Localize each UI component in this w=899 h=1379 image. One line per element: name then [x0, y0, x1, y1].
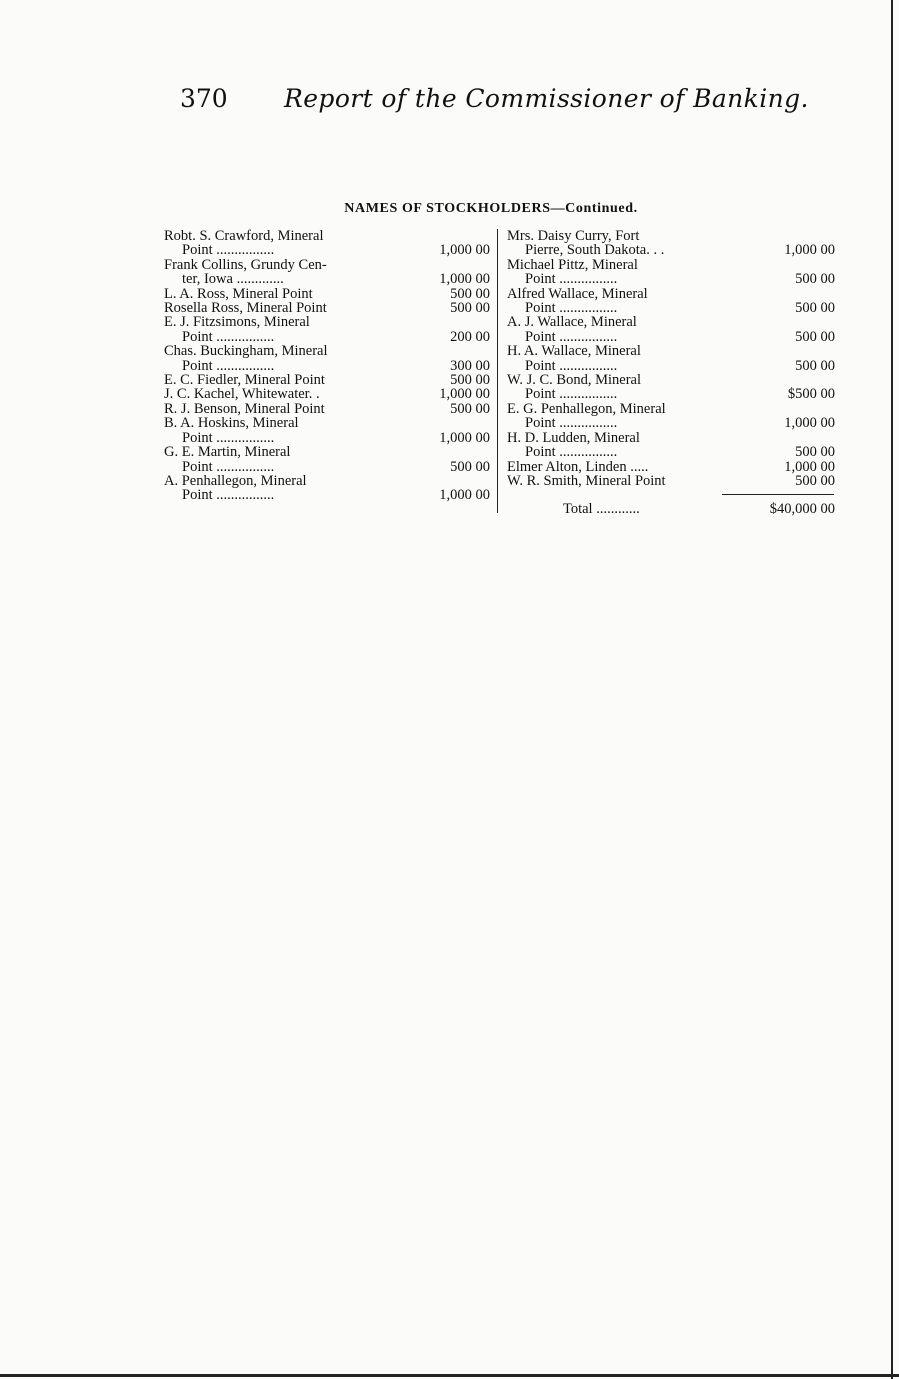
stockholder-name: G. E. Martin, Mineral: [164, 445, 291, 460]
stockholder-residence: Point ................: [182, 459, 275, 474]
stockholder-entry: [164, 474, 494, 503]
stockholder-entry: [507, 402, 837, 431]
stockholder-entry: [164, 402, 494, 416]
stockholder-residence: Point ................: [182, 488, 275, 503]
stockholder-name: Rosella Ross, Mineral Point: [164, 301, 327, 316]
stockholder-residence: Point ................: [525, 272, 618, 287]
stockholder-entry: [164, 315, 494, 344]
stockholder-entry: [507, 258, 837, 287]
stockholder-entry: [507, 315, 837, 344]
stockholder-entry: [507, 474, 837, 488]
stockholder-residence: Point ................: [525, 329, 618, 345]
stockholder-name: H. D. Ludden, Mineral: [507, 430, 640, 446]
stockholder-amount: 1,000 00: [439, 271, 490, 288]
stockholder-amount: 1,000 00: [439, 242, 490, 259]
section-title: NAMES OF STOCKHOLDERS—Continued.: [344, 201, 638, 216]
stockholder-amount: 500 00: [795, 300, 835, 317]
stockholder-name: A. Penhallegon, Mineral: [164, 473, 307, 489]
stockholder-amount: 500 00: [795, 444, 835, 461]
total-rule: [722, 494, 834, 495]
column-divider: [497, 229, 498, 513]
stockholder-residence: Point ................: [525, 416, 618, 431]
stockholder-name: J. C. Kachel, Whitewater. .: [164, 387, 320, 402]
stockholder-residence: Point ................: [525, 358, 618, 374]
stockholder-name: Mrs. Daisy Curry, Fort: [507, 229, 640, 244]
stockholder-name: Robt. S. Crawford, Mineral: [164, 229, 324, 244]
stockholder-amount: 500 00: [450, 285, 490, 302]
stockholder-name: L. A. Ross, Mineral Point: [164, 286, 313, 302]
stockholder-entry: [507, 229, 837, 258]
total-label: Total ............: [563, 501, 640, 517]
stockholder-amount: 500 00: [450, 458, 490, 475]
stockholder-amount: 500 00: [450, 400, 490, 417]
stockholders-left-column: [164, 229, 494, 503]
stockholder-entry: [507, 287, 837, 316]
stockholder-name: Elmer Alton, Linden .....: [507, 459, 649, 474]
stockholder-amount: 1,000 00: [439, 386, 490, 403]
stockholder-amount: 500 00: [450, 300, 490, 317]
stockholder-name: Michael Pittz, Mineral: [507, 257, 638, 273]
stockholder-residence: Point ................: [182, 329, 275, 345]
stockholder-entry: [164, 258, 494, 287]
stockholder-residence: Point ................: [525, 387, 618, 402]
stockholder-name: H. A. Wallace, Mineral: [507, 344, 641, 359]
stockholder-name: E. G. Penhallegon, Mineral: [507, 401, 666, 417]
stockholder-name: Frank Collins, Grundy Cen-: [164, 257, 327, 273]
stockholder-amount: 1,000 00: [439, 429, 490, 446]
running-title: Report of the Commissioner of Banking.: [284, 84, 809, 113]
stockholder-entry: [164, 445, 494, 474]
stockholder-name: Chas. Buckingham, Mineral: [164, 344, 328, 359]
stockholder-residence: Point ................: [182, 430, 275, 446]
stockholder-amount: 500 00: [795, 271, 835, 288]
stockholder-residence: Point ................: [182, 358, 275, 374]
stockholder-entry: [164, 229, 494, 258]
stockholder-amount: 500 00: [450, 372, 490, 389]
stockholder-name: Alfred Wallace, Mineral: [507, 286, 648, 302]
stockholder-amount: 1,000 00: [439, 487, 490, 504]
stockholder-entry: [164, 344, 494, 373]
stockholder-name: E. C. Fiedler, Mineral Point: [164, 373, 325, 388]
stockholder-amount: 1,000 00: [784, 415, 835, 432]
stockholder-entry: [164, 416, 494, 445]
stockholder-amount: 1,000 00: [784, 242, 835, 259]
stockholder-residence: Point ................: [525, 445, 618, 460]
total-amount: $40,000 00: [769, 501, 835, 517]
stockholder-entry: [507, 460, 837, 474]
stockholder-residence: ter, Iowa .............: [182, 272, 284, 287]
stockholder-name: E. J. Fitzsimons, Mineral: [164, 315, 310, 330]
stockholder-entry: [507, 344, 837, 373]
stockholder-amount: $500 00: [787, 386, 835, 403]
total-row: [507, 501, 837, 518]
stockholders-right-column: [507, 229, 837, 488]
stockholder-residence: Point ................: [525, 301, 618, 316]
stockholder-name: B. A. Hoskins, Mineral: [164, 416, 299, 431]
stockholder-entry: [507, 373, 837, 402]
stockholder-amount: 200 00: [450, 328, 490, 345]
stockholder-amount: 500 00: [795, 328, 835, 345]
stockholder-entry: [164, 373, 494, 387]
stockholder-name: W. J. C. Bond, Mineral: [507, 373, 641, 388]
stockholder-amount: 500 00: [795, 472, 835, 489]
stockholder-entry: [164, 301, 494, 315]
scan-edge-bottom: [0, 1374, 899, 1377]
stockholder-entry: [164, 287, 494, 301]
stockholder-name: A. J. Wallace, Mineral: [507, 315, 637, 330]
stockholder-entry: [507, 431, 837, 460]
stockholder-amount: 300 00: [450, 357, 490, 374]
stockholder-name: W. R. Smith, Mineral Point: [507, 473, 666, 489]
stockholder-amount: 500 00: [795, 357, 835, 374]
stockholder-name: R. J. Benson, Mineral Point: [164, 401, 325, 417]
stockholder-residence: Point ................: [182, 243, 275, 258]
scan-edge-right: [891, 0, 893, 1379]
page-number: 370: [180, 84, 228, 113]
stockholder-entry: [164, 387, 494, 401]
stockholder-residence: Pierre, South Dakota. . .: [525, 243, 665, 258]
stockholder-amount: 1,000 00: [784, 458, 835, 475]
